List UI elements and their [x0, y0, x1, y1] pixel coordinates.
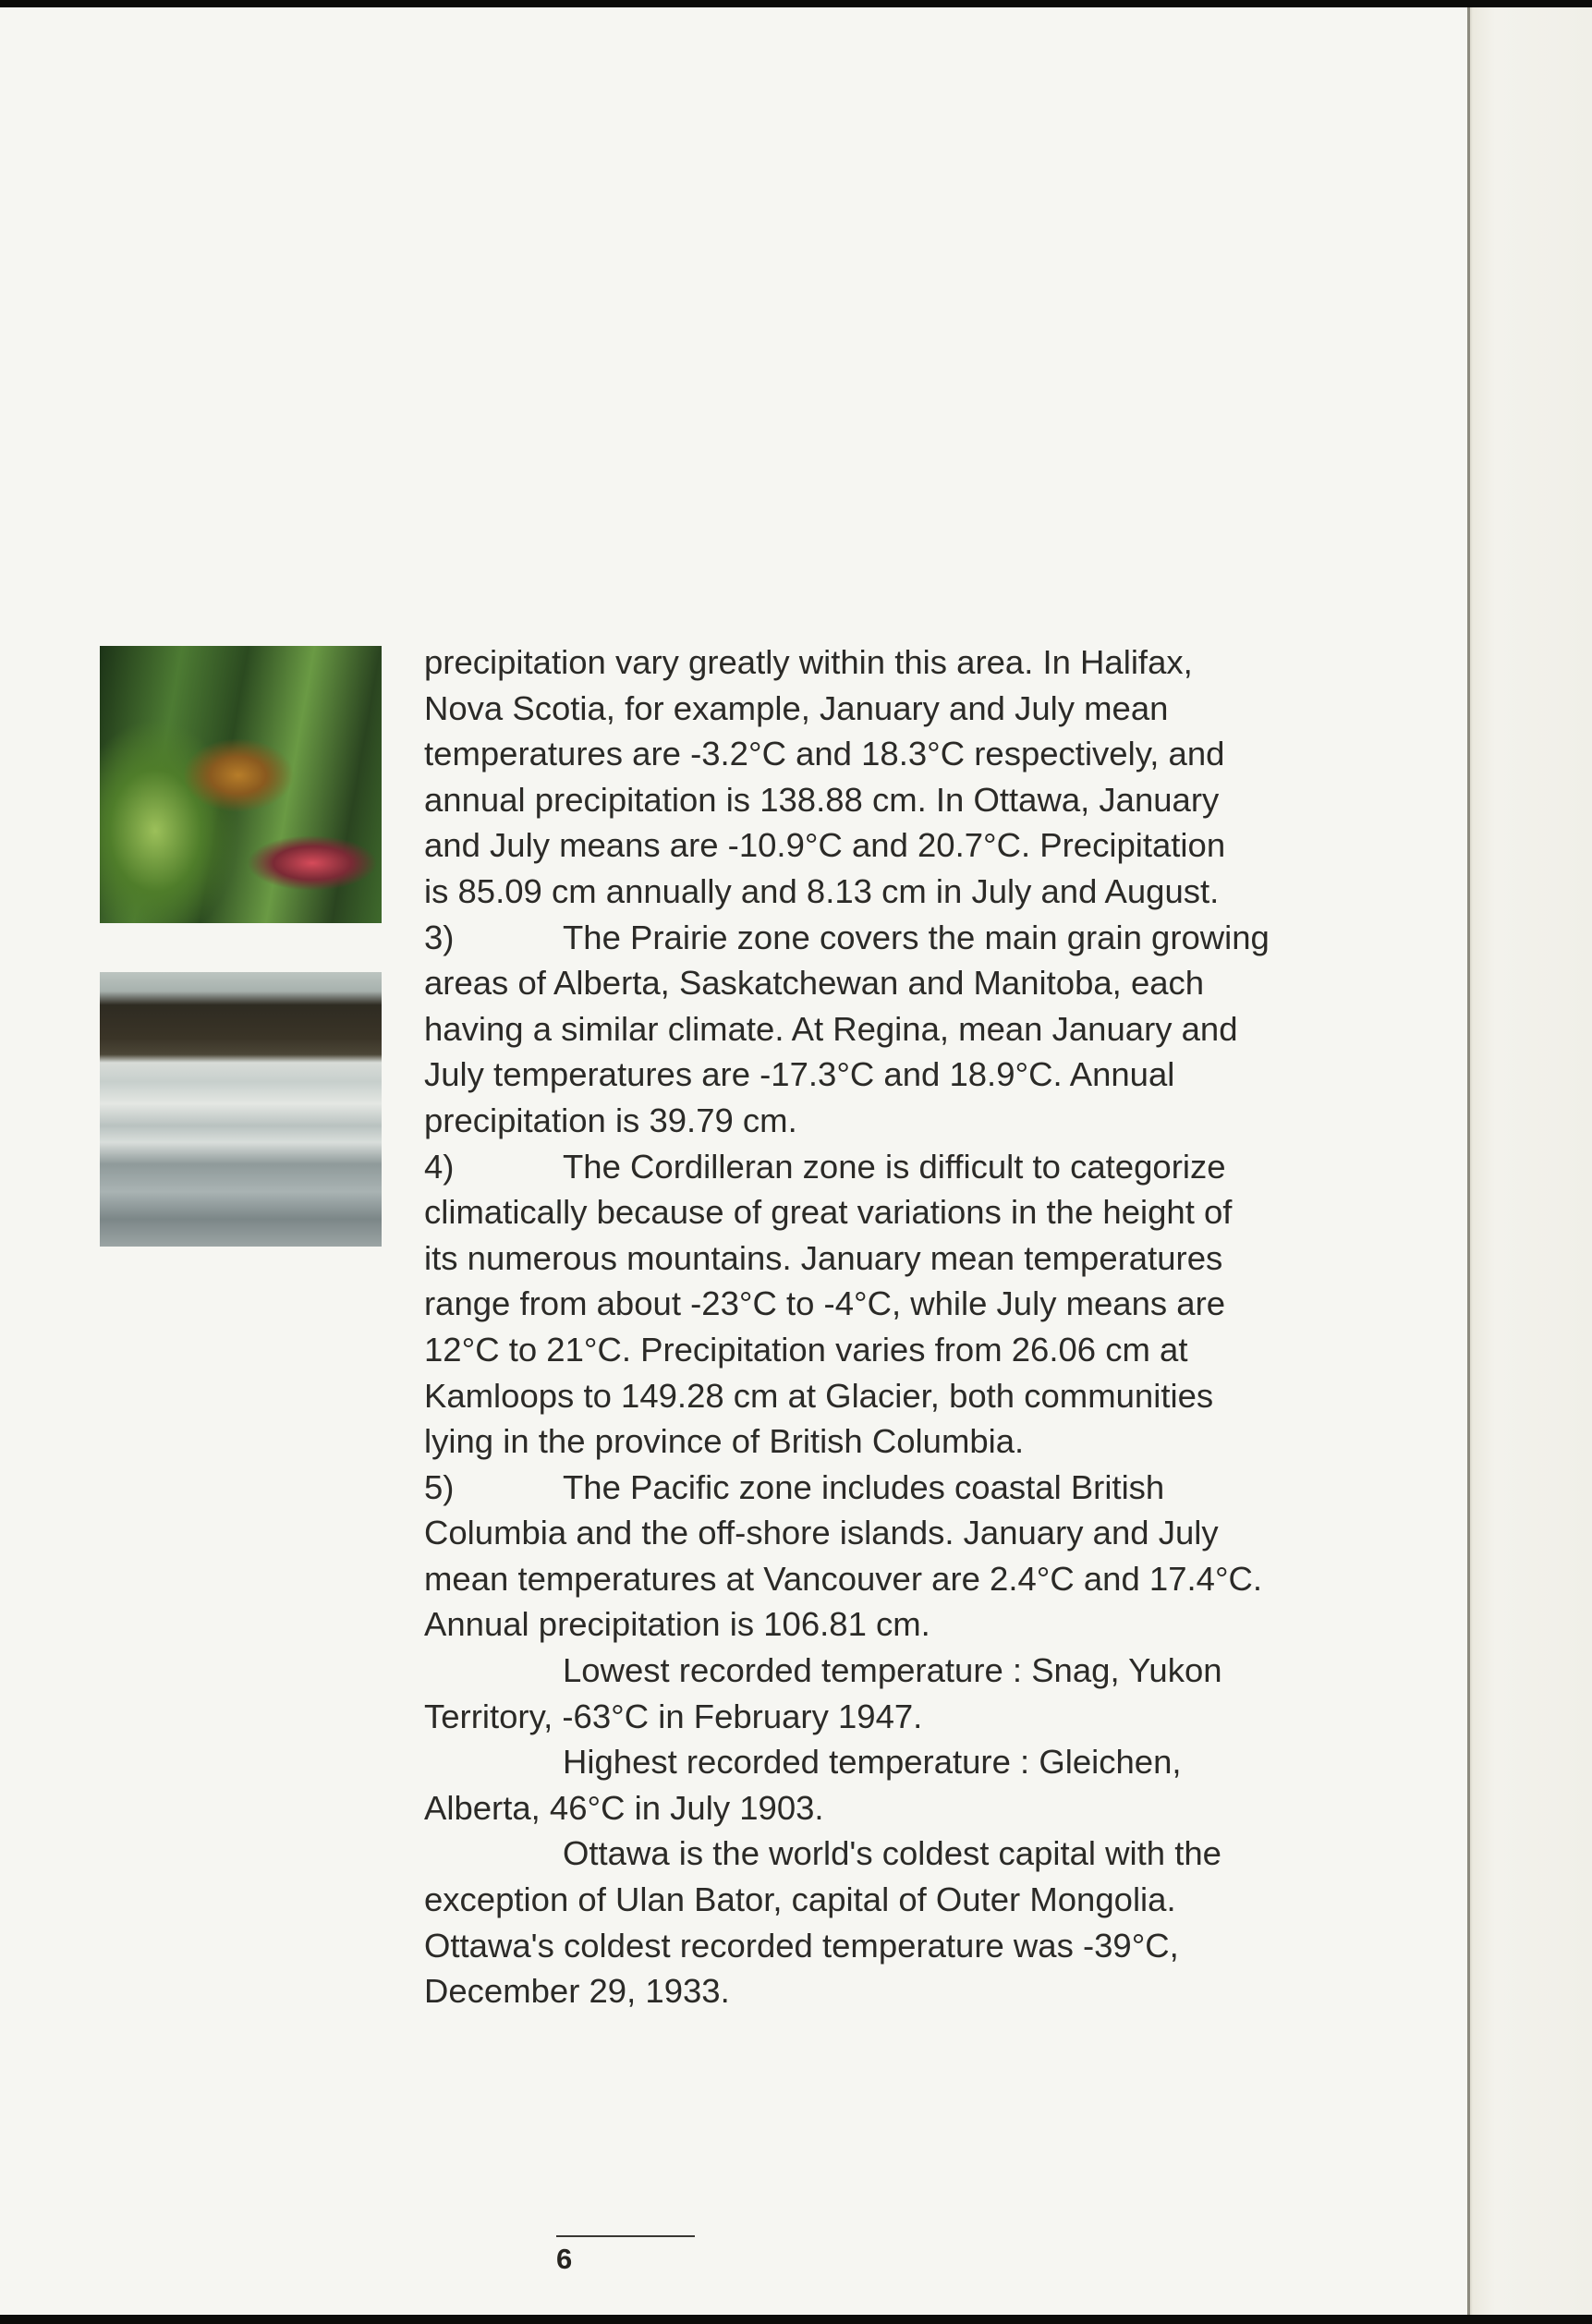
zone-5-heading-line [424, 1465, 1367, 1511]
fact-line: exception of Ulan Bator, capital of Outer Mongolia. [424, 1880, 1176, 1919]
butterfly-photo [100, 646, 382, 923]
fact-first-line: Highest recorded temperature : Gleichen, [563, 1743, 1182, 1782]
body-text [424, 639, 1367, 2014]
page-gutter-shadow [1467, 7, 1470, 2315]
zone-3-heading-line [424, 915, 1367, 961]
zone-5-line: Columbia and the off-shore islands. January and July [424, 1514, 1219, 1552]
fact-line: Alberta, 46°C in July 1903. [424, 1788, 824, 1827]
fact-first-line: Ottawa is the world's coldest capital with the [563, 1834, 1221, 1873]
zone-3-first-line: The Prairie zone covers the main grain growing [563, 918, 1270, 956]
fact-line: Ottawa's coldest recorded temperature was -39°C, [424, 1926, 1179, 1965]
zone-4-first-line: The Cordilleran zone is difficult to categorize [563, 1147, 1226, 1186]
zone-4-heading-line [424, 1144, 1367, 1190]
fact-line: December 29, 1933. [424, 1972, 730, 2011]
body-line: is 85.09 cm annually and 8.13 cm in July and August. [424, 871, 1220, 910]
zone-4-line: Kamloops to 149.28 cm at Glacier, both communities [424, 1376, 1214, 1415]
zone-3-line: having a similar climate. At Regina, mean January and [424, 1009, 1238, 1048]
zone-5-first-line: The Pacific zone includes coastal British [563, 1467, 1165, 1506]
fact-first-line: Lowest recorded temperature : Snag, Yukon [563, 1651, 1222, 1690]
zone-4-line: range from about -23°C to -4°C, while July means are [424, 1284, 1226, 1323]
fact-lowest-temperature [424, 1648, 1367, 1694]
page-number: 6 [556, 2243, 573, 2275]
body-line: Nova Scotia, for example, January and July mean [424, 688, 1169, 727]
body-line: annual precipitation is 138.88 cm. In Ottawa, January [424, 780, 1220, 819]
zone-3-line: precipitation is 39.79 cm. [424, 1101, 797, 1139]
fact-ottawa-coldest [424, 1831, 1367, 1877]
zone-3-line: July temperatures are -17.3°C and 18.9°C. Annual [424, 1055, 1175, 1094]
zone-3-number: 3) [424, 918, 455, 956]
zone-4-line: climatically because of great variations in the height of [424, 1193, 1233, 1232]
fact-line: Territory, -63°C in February 1947. [424, 1697, 923, 1735]
facing-page-edge [1467, 7, 1592, 2315]
zone-5-line: Annual precipitation is 106.81 cm. [424, 1605, 930, 1644]
folio-rule [556, 2235, 695, 2237]
zone-4-number: 4) [424, 1147, 455, 1186]
zone-5-number: 5) [424, 1467, 455, 1506]
zone-5-line: mean temperatures at Vancouver are 2.4°C and 17.4°C. [424, 1559, 1263, 1598]
ice-landscape-photo [100, 972, 382, 1247]
zone-4-line: 12°C to 21°C. Precipitation varies from 26.06 cm at [424, 1330, 1188, 1369]
body-line: temperatures are -3.2°C and 18.3°C respectively, and [424, 735, 1225, 773]
zone-3-line: areas of Alberta, Saskatchewan and Manitoba, each [424, 964, 1205, 1003]
body-line: precipitation vary greatly within this area. In Halifax, [424, 643, 1193, 681]
body-line: and July means are -10.9°C and 20.7°C. Precipitation [424, 826, 1226, 865]
fact-highest-temperature [424, 1739, 1367, 1785]
zone-4-line: lying in the province of British Columbia. [424, 1422, 1025, 1461]
zone-4-line: its numerous mountains. January mean temperatures [424, 1238, 1223, 1277]
